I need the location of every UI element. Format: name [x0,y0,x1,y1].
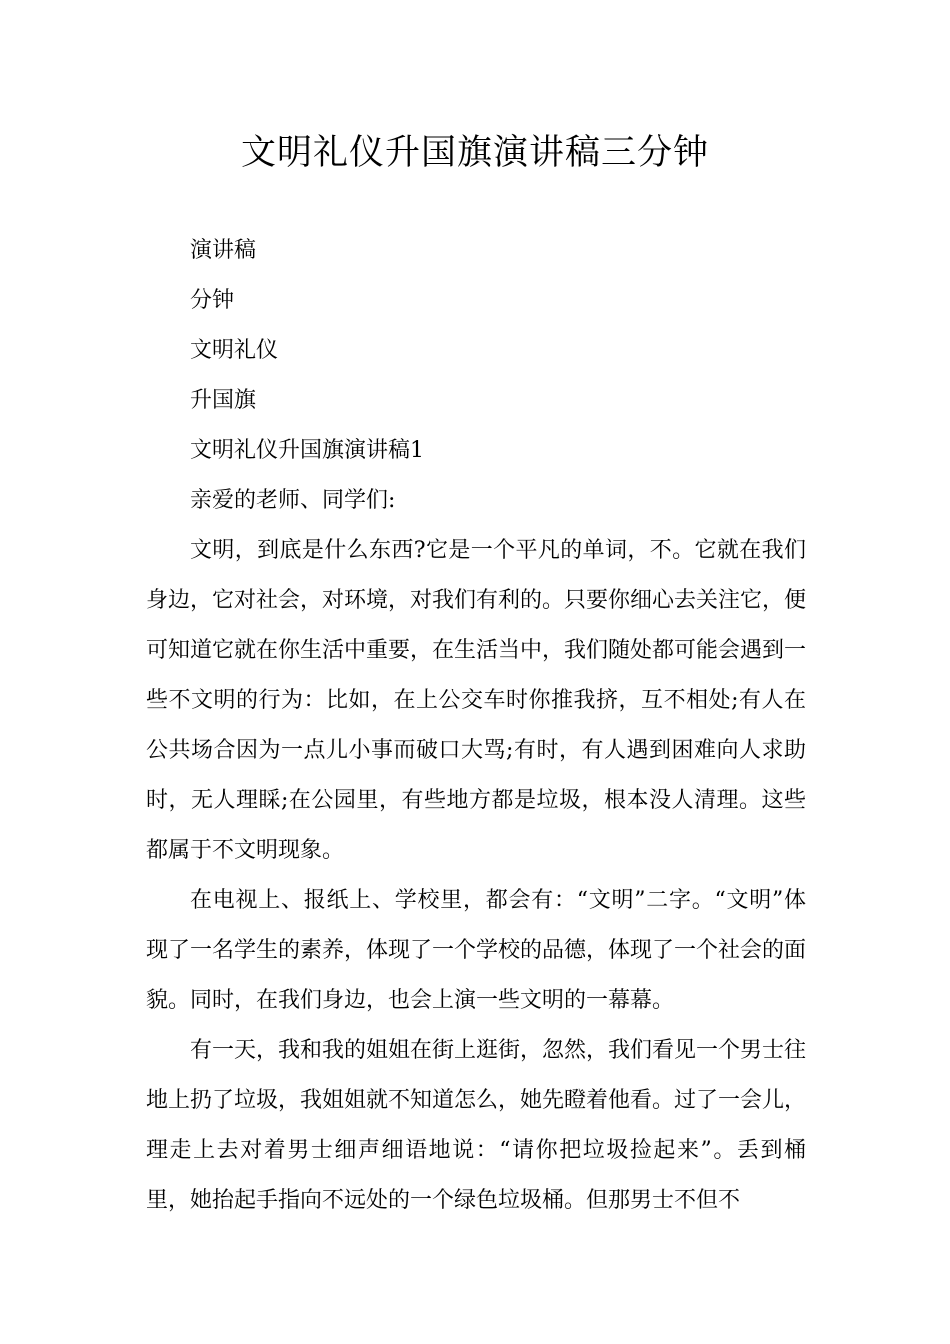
body-paragraph: 文明，到底是什么东西?它是一个平凡的单词，不。它就在我们身边，它对社会，对环境，对我们有利的。只要你细心去关注它，便可知道它就在你生活中重要，在生活当中，我们随处都可能会遇到一些不文明的行为：比如，在上公交车时你推我挤，互不相处;有人在公共场合因为一点儿小事而破口大骂;有时，有人遇到困难向人求助时，无人理睬;在公园里，有些地方都是垃圾，根本没人清理。这些都属于不文明现象。 [146,538,807,863]
salutation: 亲爱的老师、同学们: [190,488,396,513]
body-paragraph: 有一天，我和我的姐姐在街上逛街，忽然，我们看见一个男士往地上扔了垃圾，我姐姐就不知道怎么，她先瞪着他看。过了一会儿，理走上去对着男士细声细语地说：“请你把垃圾捡起来”。丢到桶里，她抬起手指向不远处的一个绿色垃圾桶。但那男士不但不 [146,1038,807,1213]
keyword-paragraph: 演讲稿 [190,238,257,263]
keyword-paragraph: 分钟 [190,288,235,313]
keyword-paragraph: 升国旗 [190,388,257,413]
body-paragraph: 在电视上、报纸上、学校里，都会有：“文明”二字。“文明”体现了一名学生的素养，体现了一个学校的品德，体现了一个社会的面貌。同时，在我们身边，也会上演一些文明的一幕幕。 [146,888,807,1013]
document-title: 文明礼仪升国旗演讲稿三分钟 [240,133,709,173]
keyword-paragraph: 文明礼仪 [190,338,279,363]
section-heading: 文明礼仪升国旗演讲稿1 [190,438,424,463]
document-body [146,226,806,1226]
